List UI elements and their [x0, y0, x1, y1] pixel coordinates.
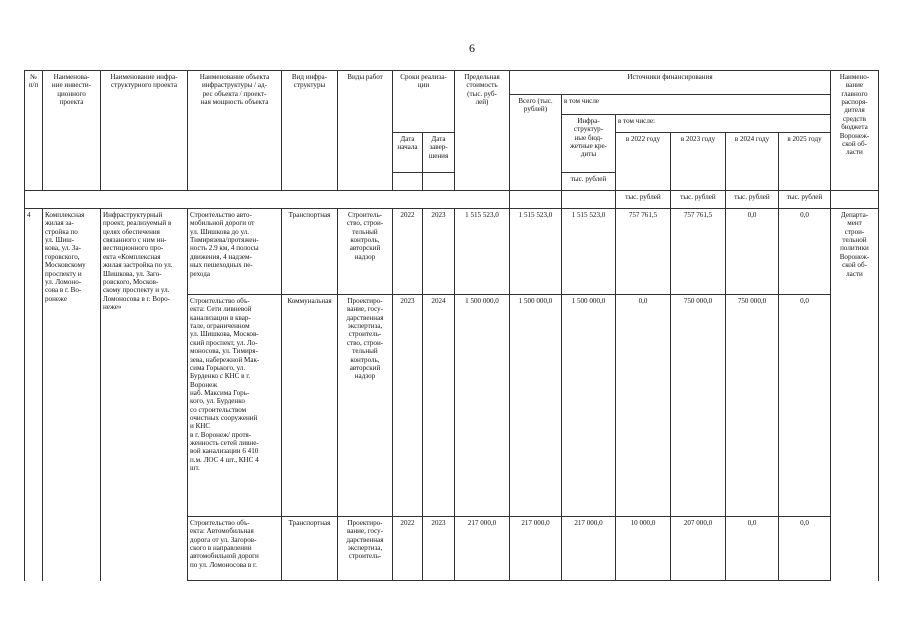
object-credits: 1 500 000,0 [562, 295, 616, 517]
row-project: Комплексная жилая за- стройка по ул. Шиш- кова, ул. За- горовского, Московскому проспекту и ул. Ломоно- сова в г. Во- ронеже [43, 209, 101, 581]
header-infra-project: Наименование инфра- структурного проекта [101, 71, 188, 191]
object-total: 1 500 000,0 [510, 295, 562, 517]
object-infra-type: Транспортная [282, 517, 338, 581]
table-row [25, 209, 879, 295]
header-cost: Предельная стоимость (тыс. руб- лей) [455, 71, 510, 191]
header-y2024: в 2024 году [726, 133, 779, 191]
object-y2025: 0,0 [779, 295, 831, 517]
object-cost: 1 515 523,0 [455, 209, 510, 295]
object-total: 217 000,0 [510, 517, 562, 581]
header-unit-credits: тыс. рублей [562, 173, 616, 191]
empty-cell [393, 173, 423, 191]
header-units-row [25, 191, 879, 209]
header-project: Наименова- ние инвести- ционного проекта [43, 71, 101, 191]
object-start: 2023 [393, 295, 423, 517]
header-unit-2023: тыс. рублей [671, 191, 726, 209]
object-y2023: 750 000,0 [671, 295, 726, 517]
object-y2024: 750 000,0 [726, 295, 779, 517]
object-y2024: 0,0 [726, 517, 779, 581]
header-works: Виды работ [338, 71, 393, 191]
investment-projects-table [24, 70, 879, 581]
object-y2022: 757 761,5 [616, 209, 671, 295]
header-sources: Источники финансирования [510, 71, 831, 95]
object-cost: 217 000,0 [455, 517, 510, 581]
object-start: 2022 [393, 209, 423, 295]
empty-cell [423, 173, 455, 191]
header-terms: Сроки реализа- ции [393, 71, 455, 133]
object-credits: 217 000,0 [562, 517, 616, 581]
header-object: Наименование объекта инфраструктуры / ад- рес объекта / проект- ная мощность объекта [188, 71, 282, 191]
object-y2025: 0,0 [779, 517, 831, 581]
row-infra-project: Инфраструктурный проект, реализуемый в целях обеспечения связанного с ним ин- вестиционного про- екта «Комплексная жилая застройка по ул. Шишкова, ул. Заго- ровского, Москов- скому проспекту и ул. Ломоносова в г. Воро- неже» [101, 209, 188, 581]
header-unit-total [510, 191, 562, 209]
header-num: № п/п [25, 71, 43, 191]
page-number: 6 [469, 41, 475, 55]
object-credits: 1 515 523,0 [562, 209, 616, 295]
empty-cell [25, 191, 510, 209]
object-works: Проектиро- вание, госу- дарственная экспертиза, строитель- [338, 517, 393, 581]
header-incl2: в том числе: [616, 115, 831, 133]
empty-cell [831, 191, 879, 209]
object-name: Строительство авто- мобильной дороги от ул. Шишкова до ул. Тимирязева/протяжен- ность 2.9 км, 4 полосы движения, 4 надзем- ных пешеходных пе- рехода [188, 209, 282, 295]
object-total: 1 515 523,0 [510, 209, 562, 295]
object-name: Строительство объ- екта: Сети ливневой канализации в квар- тале, ограниченном ул. Шишкова, Москов- ский проспект, ул. Ло- моносова, ул. Тимиря- зева, набережной Мак- сима Горького, ул. Бурденко с КНС в г. Воронеж наб. Максима Горь- кого, ул. Бурденко со строительством очистных сооружений и КНС в г. Воронеж/ протя- женность сетей ливне- вой канализации 6 410 п.м. ЛОС 4 шт., КНС 4 шт. [188, 295, 282, 517]
header-unit-2025: тыс. рублей [779, 191, 831, 209]
object-infra-type: Коммунальная [282, 295, 338, 517]
header-unit-2024: тыс. рублей [726, 191, 779, 209]
header-end: Дата завер- шения [423, 133, 455, 173]
header-unit-2022: тыс. рублей [616, 191, 671, 209]
object-y2025: 0,0 [779, 209, 831, 295]
object-y2024: 0,0 [726, 209, 779, 295]
object-y2022: 0,0 [616, 295, 671, 517]
object-y2023: 757 761,5 [671, 209, 726, 295]
object-y2022: 10 000,0 [616, 517, 671, 581]
header-unit-credits-2 [562, 191, 616, 209]
object-start: 2022 [393, 517, 423, 581]
row-num: 4 [25, 209, 43, 581]
header-start: Дата начала [393, 133, 423, 173]
object-infra-type: Транспортная [282, 209, 338, 295]
object-cost: 1 500 000,0 [455, 295, 510, 517]
object-y2023: 207 000,0 [671, 517, 726, 581]
row-manager: Департа- мент строи- тельной политики Воронеж- ской об- ласти [831, 209, 879, 581]
header-infra-type: Вид инфра- структуры [282, 71, 338, 191]
object-end: 2023 [423, 209, 455, 295]
object-end: 2024 [423, 295, 455, 517]
header-total: Всего (тыс. рублей) [510, 95, 562, 191]
header-row-1 [25, 71, 879, 95]
header-y2022: в 2022 году [616, 133, 671, 191]
object-works: Проектиро- вание, госу- дарственная экспертиза, строитель- ство, строи- тельный контроль, авторский надзор [338, 295, 393, 517]
object-end: 2023 [423, 517, 455, 581]
header-credits: Инфра- структур- ные бюд- жетные кре- диты [562, 115, 616, 173]
header-incl: в том числе [562, 95, 831, 115]
object-works: Строитель- ство, строи- тельный контроль, авторский надзор [338, 209, 393, 295]
header-y2025: в 2025 году [779, 133, 831, 191]
header-y2023: в 2023 году [671, 133, 726, 191]
header-manager: Наимено- вание главного распоря- дителя средств бюджета Воронеж- ской об- ласти [831, 71, 879, 191]
object-name: Строительство объ- екта: Автомобильная дорога от ул. Загоров- ского в направлении автомобильной дороги по ул. Ломоносова в г. [188, 517, 282, 581]
